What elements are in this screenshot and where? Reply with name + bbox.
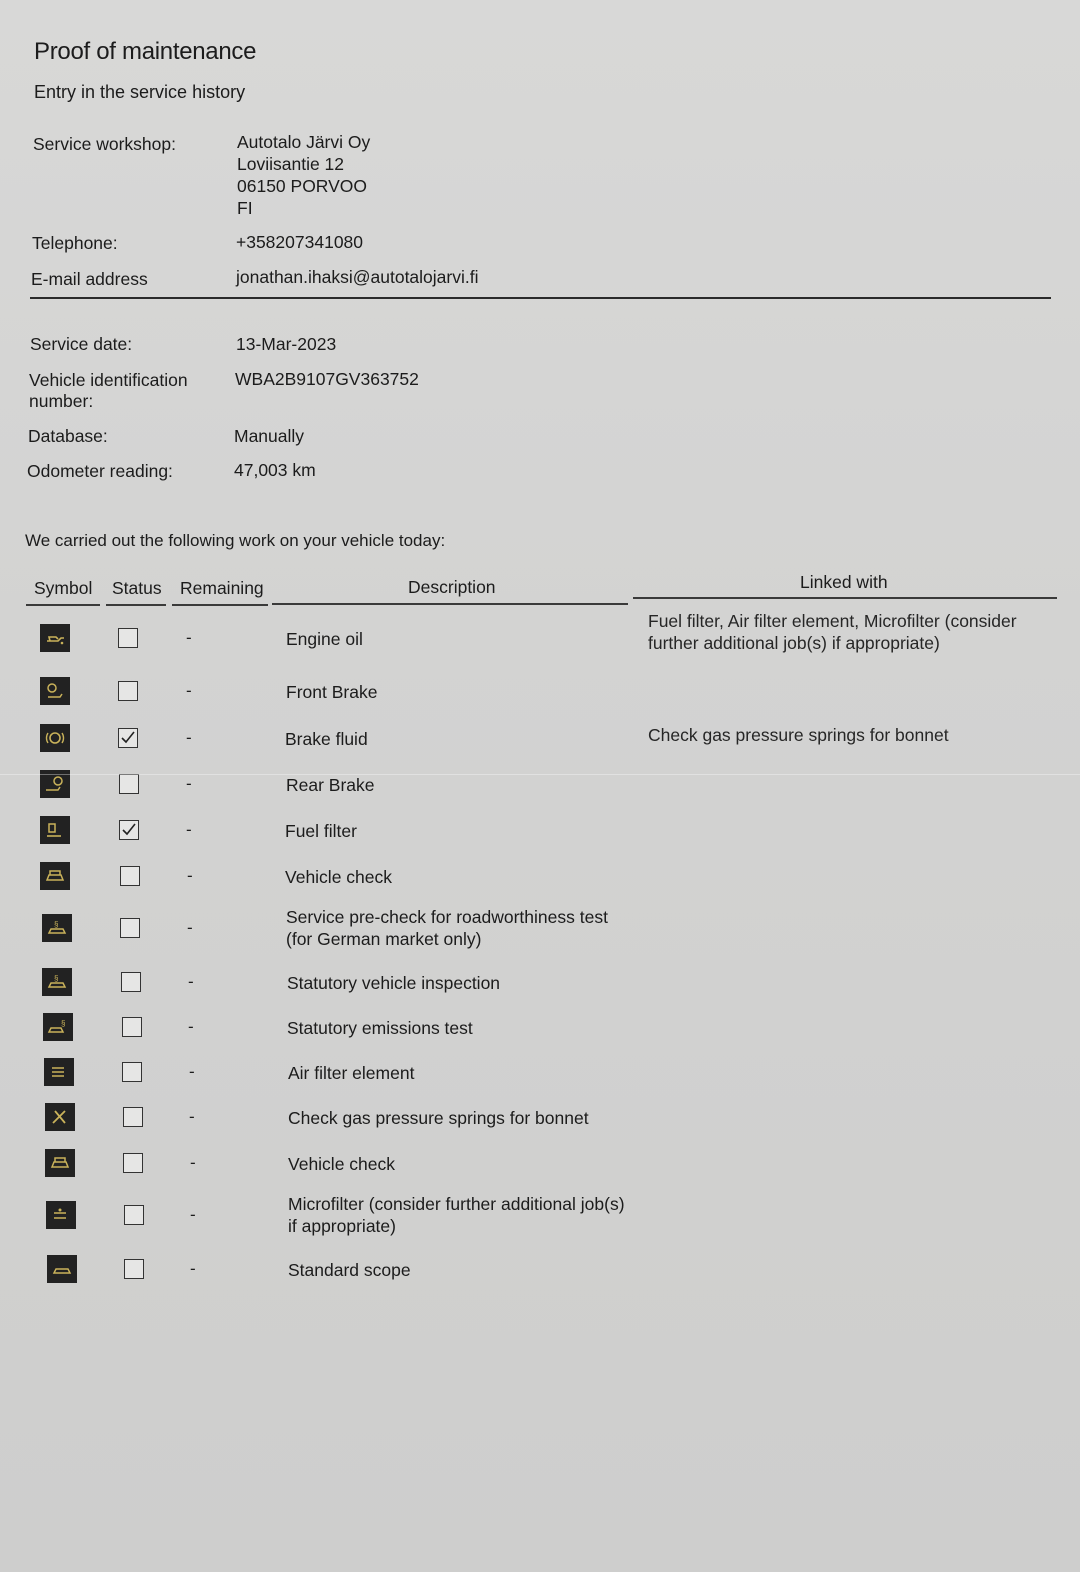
remaining-value: - <box>186 774 192 793</box>
status-checkbox[interactable] <box>122 1017 142 1037</box>
description <box>288 1259 411 1281</box>
linked-with <box>648 610 1017 654</box>
description <box>287 1017 473 1039</box>
vehicle-check-icon <box>40 862 70 890</box>
brake-fluid-icon <box>40 724 70 752</box>
database-value: Manually <box>234 426 305 446</box>
remaining-value: - <box>186 820 192 839</box>
header-underline <box>272 603 628 605</box>
roadworthiness-icon <box>42 914 72 942</box>
description-line-1: Vehicle check <box>285 867 393 887</box>
workshop-country: FI <box>237 198 253 218</box>
microfilter-icon <box>46 1201 76 1229</box>
description-line-1: Statutory vehicle inspection <box>287 973 501 993</box>
description-line-1: Front Brake <box>286 682 378 702</box>
remaining-value: - <box>187 866 193 885</box>
description-line-2: if appropriate) <box>288 1216 396 1236</box>
remaining-value: - <box>190 1153 196 1172</box>
status-checkbox[interactable] <box>124 1259 144 1279</box>
description-line-1: Rear Brake <box>286 775 375 795</box>
database-label: Database: <box>28 426 108 446</box>
front-brake-icon <box>40 677 70 705</box>
header-underline <box>172 604 268 606</box>
remaining-value: - <box>188 1017 194 1036</box>
description-line-2: (for German market only) <box>286 929 482 949</box>
description-line-1: Vehicle check <box>288 1154 396 1174</box>
remaining-value: - <box>186 681 192 700</box>
description-line-1: Fuel filter <box>285 821 357 841</box>
col-remaining: Remaining <box>180 578 264 598</box>
vin-label-line-1: Vehicle identification <box>29 370 188 390</box>
vin-value: WBA2B9107GV363752 <box>235 369 419 389</box>
status-checkbox[interactable] <box>120 866 140 886</box>
vehicle-check-icon <box>45 1149 75 1177</box>
description <box>286 628 363 650</box>
status-checkbox[interactable] <box>119 774 139 794</box>
description-line-1: Check gas pressure springs for bonnet <box>288 1108 589 1128</box>
status-checkbox[interactable] <box>123 1107 143 1127</box>
description <box>287 972 500 994</box>
header-underline <box>633 597 1057 599</box>
remaining-value: - <box>186 728 192 747</box>
email-value: jonathan.ihaksi@autotalojarvi.fi <box>236 267 479 287</box>
email-label: E-mail address <box>31 269 148 289</box>
remaining-value: - <box>188 972 194 991</box>
description <box>285 820 357 842</box>
description <box>288 1107 589 1129</box>
paper-fold <box>0 774 1080 775</box>
workshop-city: 06150 PORVOO <box>237 176 368 196</box>
description <box>285 728 368 750</box>
status-checkbox[interactable] <box>124 1205 144 1225</box>
status-checkbox[interactable] <box>120 918 140 938</box>
description <box>286 906 608 950</box>
remaining-value: - <box>187 918 193 937</box>
work-intro: We carried out the following work on your vehicle today: <box>25 531 446 550</box>
description-line-1: Brake fluid <box>285 729 368 749</box>
remaining-value: - <box>189 1062 195 1081</box>
service-date-value: 13-Mar-2023 <box>236 334 337 354</box>
emissions-test-icon <box>43 1013 73 1041</box>
description <box>288 1153 395 1175</box>
odometer-value: 47,003 km <box>234 460 316 480</box>
fuel-filter-icon <box>40 816 70 844</box>
description-line-1: Air filter element <box>288 1063 415 1083</box>
vin-label-line-2: number: <box>29 391 94 411</box>
remaining-value: - <box>189 1107 195 1126</box>
status-checkbox[interactable] <box>122 1062 142 1082</box>
page-title: Proof of maintenance <box>34 38 257 65</box>
checkmark-icon <box>120 730 136 746</box>
col-linked: Linked with <box>800 572 888 592</box>
status-checkbox[interactable] <box>118 728 138 748</box>
car-icon <box>47 1255 77 1283</box>
description-line-1: Engine oil <box>286 629 363 649</box>
vin-label <box>29 370 188 412</box>
page-subtitle: Entry in the service history <box>34 82 246 102</box>
description <box>285 866 392 888</box>
odometer-label: Odometer reading: <box>27 461 173 481</box>
col-symbol: Symbol <box>34 578 93 598</box>
status-checkbox[interactable] <box>119 820 139 840</box>
linked-line-1: Fuel filter, Air filter element, Microfilter (consider <box>648 611 1017 631</box>
col-status: Status <box>112 578 162 598</box>
status-checkbox[interactable] <box>121 972 141 992</box>
remaining-value: - <box>190 1259 196 1278</box>
engine-oil-icon <box>40 624 70 652</box>
vehicle-inspection-icon <box>42 968 72 996</box>
status-checkbox[interactable] <box>118 628 138 648</box>
workshop-label: Service workshop: <box>33 134 176 154</box>
wrench-icon <box>45 1103 75 1131</box>
header-underline <box>106 604 166 606</box>
linked-line-1: Check gas pressure springs for bonnet <box>648 725 949 745</box>
telephone-value: +358207341080 <box>236 232 364 252</box>
workshop-name: Autotalo Järvi Oy <box>237 132 371 152</box>
workshop-street: Loviisantie 12 <box>237 154 345 174</box>
linked-with <box>648 724 949 746</box>
air-filter-icon <box>44 1058 74 1086</box>
header-underline <box>26 604 100 606</box>
service-date-label: Service date: <box>30 334 133 354</box>
description <box>286 681 377 703</box>
svg-text:§: § <box>54 974 59 983</box>
remaining-value: - <box>190 1205 196 1224</box>
telephone-label: Telephone: <box>32 233 118 253</box>
description-line-1: Microfilter (consider further additional job(s) <box>288 1194 625 1214</box>
description <box>288 1062 414 1084</box>
description-line-1: Service pre-check for roadworthiness test <box>286 907 608 927</box>
description <box>286 774 375 796</box>
section-divider <box>30 297 1051 299</box>
linked-line-2: further additional job(s) if appropriate) <box>648 633 940 653</box>
description <box>288 1193 625 1237</box>
remaining-value: - <box>186 628 192 647</box>
description-line-1: Statutory emissions test <box>287 1018 473 1038</box>
checkmark-icon <box>121 822 137 838</box>
status-checkbox[interactable] <box>123 1153 143 1173</box>
col-description: Description <box>408 577 496 597</box>
svg-text:§: § <box>61 1019 66 1028</box>
svg-text:§: § <box>54 920 59 929</box>
description-line-1: Standard scope <box>288 1260 411 1280</box>
status-checkbox[interactable] <box>118 681 138 701</box>
